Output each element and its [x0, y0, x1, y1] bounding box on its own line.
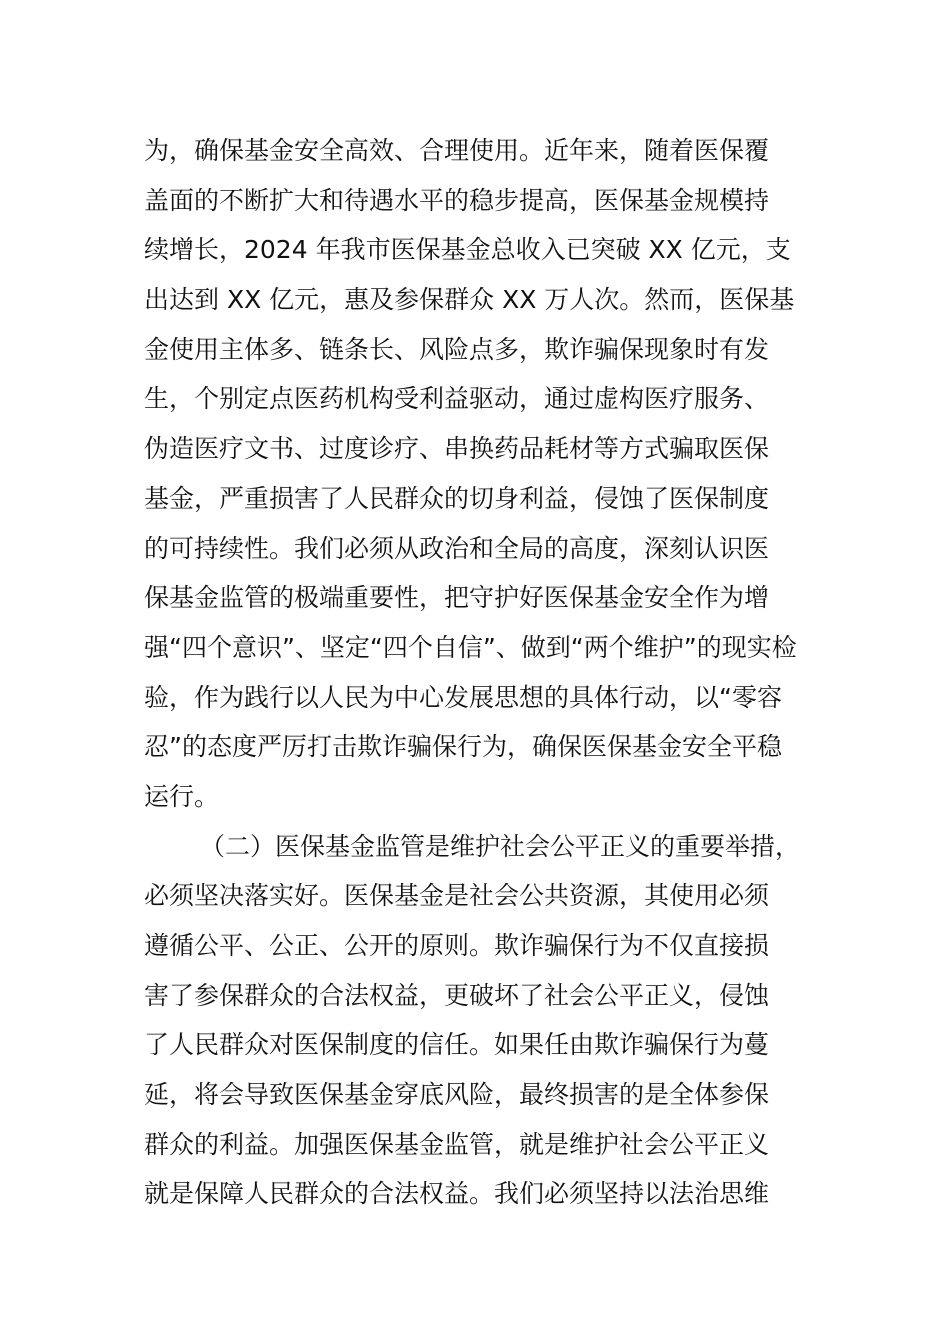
text-line: 出达到 XX 亿元，惠及参保群众 XX 万人次。然而，医保基 — [144, 285, 795, 315]
text-line: 盖面的不断扩大和待遇水平的稳步提高，医保基金规模持 — [144, 185, 770, 215]
section-heading-line: （二）医保基金监管是维护社会公平正义的重要举措， — [200, 831, 801, 861]
text-line: 保基金监管的极端重要性，把守护好医保基金安全作为增 — [144, 583, 770, 613]
body-text — [144, 126, 844, 1219]
text-line: 害了参保群众的合法权益，更破坏了社会公平正义，侵蚀 — [144, 980, 770, 1010]
text-line: 延，将会导致医保基金穿底风险，最终损害的是全体参保 — [144, 1080, 770, 1110]
text-line: 的可持续性。我们必须从政治和全局的高度，深刻认识医 — [144, 533, 770, 563]
text-line: 验，作为践行以人民为中心发展思想的具体行动，以“零容 — [144, 682, 782, 712]
text-line: 基金，严重损害了人民群众的切身利益，侵蚀了医保制度 — [144, 483, 770, 513]
text-line: 运行。 — [144, 781, 220, 811]
text-line: 遵循公平、公正、公开的原则。欺诈骗保行为不仅直接损 — [144, 931, 770, 960]
text-line: 必须坚决落实好。医保基金是社会公共资源，其使用必须 — [144, 881, 770, 911]
text-line: 生，个别定点医药机构受利益驱动，通过虚构医疗服务、 — [144, 384, 770, 414]
text-line: 就是保障人民群众的合法权益。我们必须坚持以法治思维 — [144, 1179, 770, 1209]
text-line: 强“四个意识”、坚定“四个自信”、做到“两个维护”的现实检 — [144, 632, 797, 662]
text-line: 续增长，2024 年我市医保基金总收入已突破 XX 亿元，支 — [144, 235, 791, 265]
text-line: 群众的利益。加强医保基金监管，就是维护社会公平正义 — [144, 1129, 770, 1159]
text-line: 为，确保基金安全高效、合理使用。近年来，随着医保覆 — [144, 136, 770, 165]
text-line: 伪造医疗文书、过度诊疗、串换药品耗材等方式骗取医保 — [144, 434, 770, 464]
text-line: 忍”的态度严厉打击欺诈骗保行为，确保医保基金安全平稳 — [144, 732, 782, 762]
text-line: 金使用主体多、链条长、风险点多，欺诈骗保现象时有发 — [144, 334, 770, 364]
text-line: 了人民群众对医保制度的信任。如果任由欺诈骗保行为蔓 — [144, 1030, 770, 1060]
